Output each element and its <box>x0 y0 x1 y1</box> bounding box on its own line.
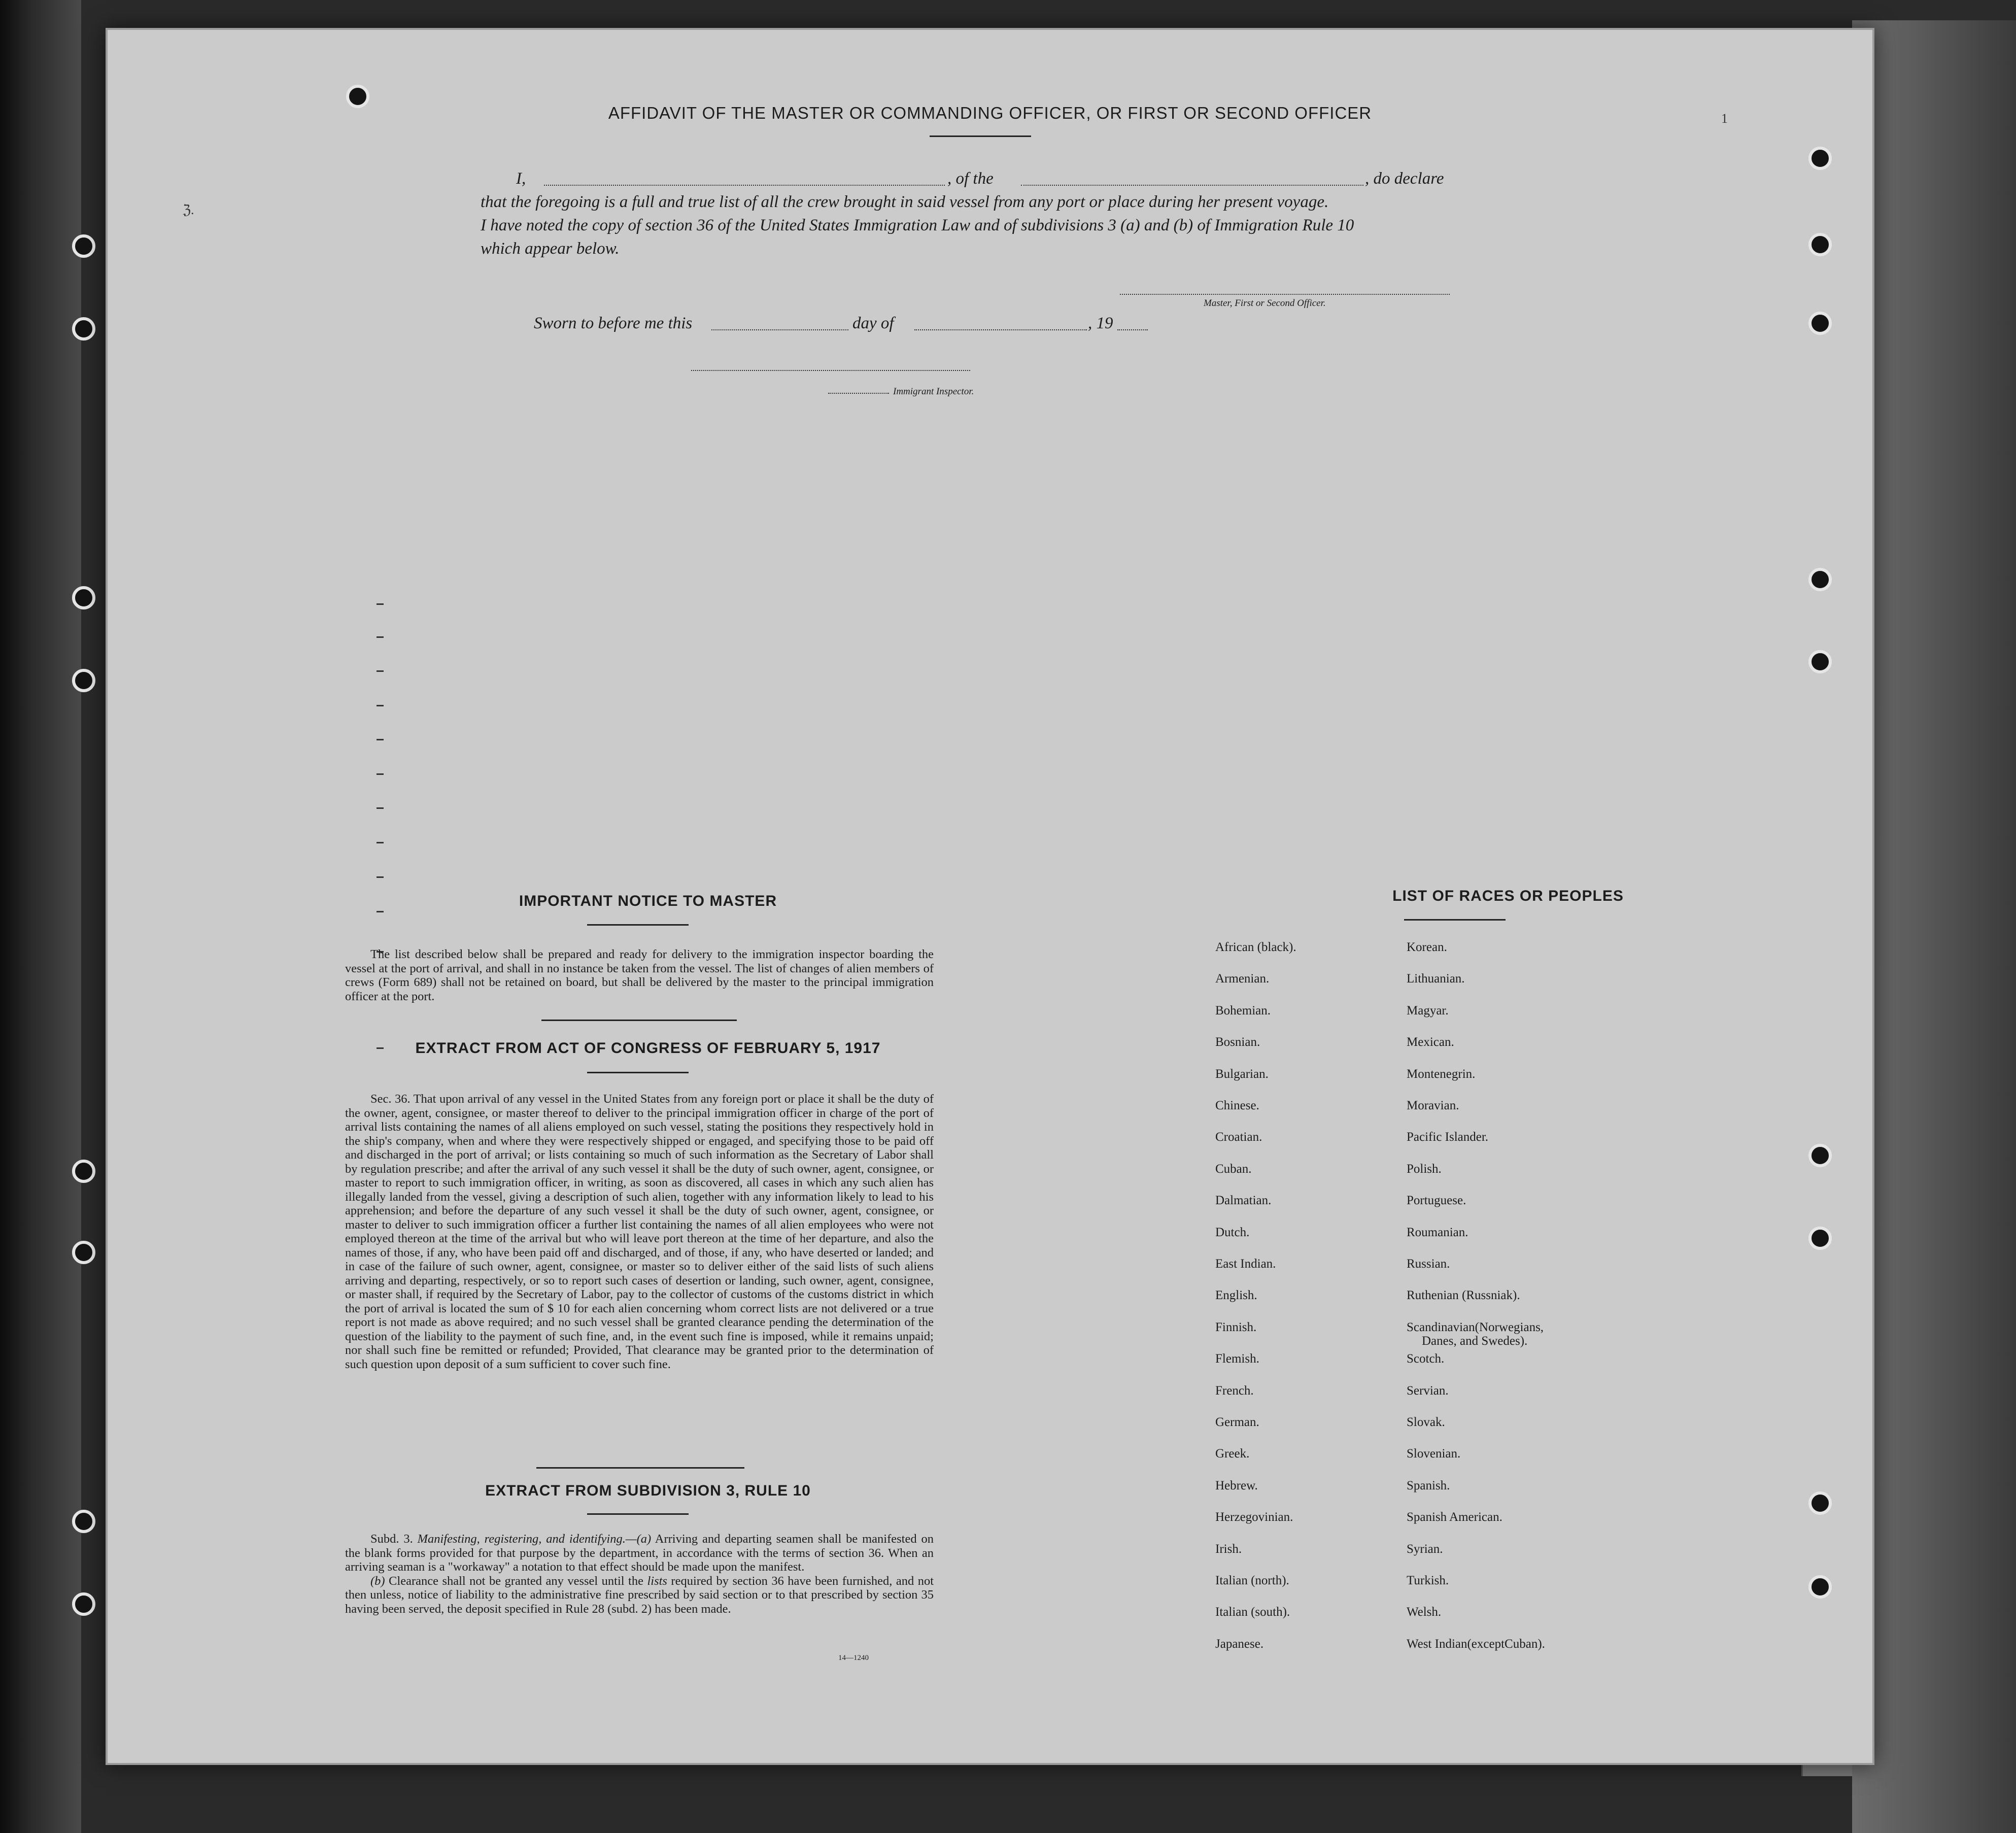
race-item: Danes, and Swedes). <box>1422 1334 1528 1348</box>
margin-tick <box>377 807 384 809</box>
race-item: Bulgarian. <box>1215 1067 1269 1081</box>
binder-hole <box>1808 1575 1832 1599</box>
notice-rule <box>587 924 689 926</box>
form-number: 14—1240 <box>838 1654 869 1662</box>
race-item: Japanese. <box>1215 1637 1264 1651</box>
subdivision-a-marker: (a) <box>636 1532 652 1546</box>
day-blank[interactable] <box>711 329 848 330</box>
name-blank[interactable] <box>544 185 945 186</box>
affidavit-do-declare-label: , do declare <box>1365 169 1444 188</box>
inspector-signature-blank-short <box>828 393 889 394</box>
binder-hole <box>1808 1144 1832 1167</box>
margin-tick <box>377 705 384 706</box>
race-item: Dutch. <box>1215 1225 1250 1239</box>
race-item: Russian. <box>1407 1257 1450 1271</box>
signature-caption: Master, First or Second Officer. <box>1204 298 1326 309</box>
binder-hole <box>72 586 95 609</box>
margin-tick <box>377 739 384 740</box>
subdivision-title: Manifesting, registering, and identifying. <box>417 1532 626 1546</box>
subdivision-b-body-end: required by section 36 have been furnished, and not then unless, notice of liability to the administrative fine prescribed by said section or to that prescribed by section 35 having been served, the deposit specified in Rule 28 (subd. 2) has been made. <box>345 1574 934 1616</box>
race-item: Roumanian. <box>1407 1225 1468 1239</box>
race-item: Slovenian. <box>1407 1447 1461 1461</box>
race-item: Mexican. <box>1407 1035 1454 1049</box>
page-number-mark: 1 <box>1721 111 1728 126</box>
day-of-label: day of <box>852 314 894 332</box>
margin-tick <box>377 876 384 878</box>
binder-hole <box>1808 147 1832 170</box>
race-item: Bosnian. <box>1215 1035 1260 1049</box>
binder-hole <box>72 669 95 692</box>
binder-hole <box>72 1241 95 1264</box>
race-item: Chinese. <box>1215 1099 1259 1112</box>
notice-end-rule <box>541 1020 737 1021</box>
title-rule <box>930 135 1031 137</box>
rule-title: EXTRACT FROM SUBDIVISION 3, RULE 10 <box>485 1482 811 1499</box>
year-blank[interactable] <box>1117 329 1148 330</box>
rule-title-rule <box>587 1513 689 1515</box>
signature-blank[interactable] <box>1120 294 1450 295</box>
race-item: Finnish. <box>1215 1320 1257 1334</box>
act-title: EXTRACT FROM ACT OF CONGRESS OF FEBRUARY 5, 1917 <box>415 1040 881 1057</box>
margin-tick <box>377 773 384 775</box>
race-item: French. <box>1215 1383 1254 1398</box>
race-item: Syrian. <box>1407 1542 1443 1556</box>
race-item: African (black). <box>1215 940 1296 954</box>
races-title: LIST OF RACES OR PEOPLES <box>1392 888 1624 904</box>
subdivision-b-lists: lists <box>647 1574 667 1588</box>
race-item: Cuban. <box>1215 1162 1252 1176</box>
race-item: Portuguese. <box>1407 1194 1466 1208</box>
sworn-label: Sworn to before me this <box>534 314 693 332</box>
race-item: Scandinavian(Norwegians, <box>1407 1320 1544 1334</box>
race-item: Turkish. <box>1407 1574 1449 1587</box>
race-item: German. <box>1215 1415 1259 1429</box>
margin-tick <box>377 670 384 672</box>
margin-mark: ℨ. <box>183 202 194 217</box>
year-label: , 19 <box>1088 314 1113 332</box>
subdivision-prefix: Subd. 3. <box>370 1532 413 1546</box>
act-rule <box>587 1072 689 1073</box>
race-item: Armenian. <box>1215 972 1270 986</box>
inspector-signature-blank[interactable] <box>691 370 970 371</box>
race-item: Hebrew. <box>1215 1478 1258 1492</box>
race-item: Italian (north). <box>1215 1574 1289 1587</box>
margin-tick <box>377 911 384 912</box>
subdivision-b-marker: (b) <box>370 1574 385 1588</box>
binder-hole <box>72 1592 95 1616</box>
race-item: East Indian. <box>1215 1257 1276 1271</box>
binder-hole <box>72 1510 95 1533</box>
race-item: Pacific Islander. <box>1407 1130 1489 1144</box>
races-rule <box>1404 919 1506 921</box>
race-item: Dalmatian. <box>1215 1194 1272 1208</box>
subdivision-a-paragraph: Subd. 3. Manifesting, registering, and identifying.—(a) Arriving and departing seamen shall be manifested on the blank forms provided for that purpose by the department, in accordance with the terms of section 36. When an arriving seaman is a "workaway" a notation to that effect should be made upon the manifest. <box>345 1532 934 1574</box>
race-item: Polish. <box>1407 1162 1442 1176</box>
race-item: Ruthenian (Russniak). <box>1407 1288 1520 1303</box>
binder-hole <box>1808 1227 1832 1250</box>
act-end-rule <box>536 1467 744 1469</box>
vessel-blank[interactable] <box>1021 185 1363 186</box>
affidavit-line-2: that the foregoing is a full and true list of all the crew brought in said vessel from any port or place during her present voyage. <box>481 193 1329 211</box>
race-item: Scotch. <box>1407 1352 1445 1366</box>
affidavit-title: AFFIDAVIT OF THE MASTER OR COMMANDING OFFICER, OR FIRST OR SECOND OFFICER <box>608 104 1372 122</box>
rule-body <box>345 1532 934 1616</box>
binder-hole <box>1808 233 1832 256</box>
race-item: West Indian(exceptCuban). <box>1407 1637 1545 1651</box>
race-item: Magyar. <box>1407 1003 1449 1017</box>
race-item: Bohemian. <box>1215 1003 1271 1017</box>
inspector-caption: Immigrant Inspector. <box>893 386 974 397</box>
subdivision-b-body-start: Clearance shall not be granted any vessel until the <box>389 1574 643 1588</box>
binder-hole <box>72 317 95 341</box>
binder-hole <box>72 1160 95 1183</box>
notice-body: The list described below shall be prepared and ready for delivery to the immigration inspector boarding the vessel at the port of arrival, and shall in no instance be taken from the vessel. The list of changes of alien members of crews (Form 689) shall not be retained on board, but shall be delivered by the master to the principal immigration officer at the port. <box>345 947 934 1003</box>
scan-border-right <box>1852 20 2016 1833</box>
margin-tick <box>377 603 384 605</box>
binder-hole <box>1808 312 1832 335</box>
race-item: Slovak. <box>1407 1415 1445 1429</box>
manifest-page <box>106 28 1874 1765</box>
race-item: Spanish. <box>1407 1478 1450 1492</box>
race-item: Greek. <box>1215 1447 1250 1461</box>
race-item: Montenegrin. <box>1407 1067 1476 1081</box>
race-item: English. <box>1215 1288 1257 1303</box>
race-item: Herzegovinian. <box>1215 1510 1293 1524</box>
binder-hole <box>1808 1491 1832 1515</box>
margin-tick <box>377 842 384 843</box>
subdivision-b-paragraph <box>345 1574 934 1616</box>
affidavit-of-the-label: , of the <box>947 169 994 188</box>
affidavit-line-3: I have noted the copy of section 36 of the United States Immigration Law and of subdivisions 3 (a) and (b) of Immigration Rule 10 <box>481 216 1354 234</box>
binder-hole <box>72 234 95 258</box>
month-blank[interactable] <box>914 329 1087 330</box>
race-item: Irish. <box>1215 1542 1242 1556</box>
notice-title: IMPORTANT NOTICE TO MASTER <box>519 893 777 909</box>
scan-border-left <box>0 0 81 1833</box>
subdivision-a-body: Arriving and departing seamen shall be manifested on the blank forms provided for that purpose by the department, in accordance with the terms of section 36. When an arriving seaman is a "workaway" a notation to that effect should be made upon the manifest. <box>345 1532 934 1574</box>
affidavit-i-label: I, <box>516 169 526 188</box>
affidavit-line-4: which appear below. <box>481 240 620 258</box>
race-item: Croatian. <box>1215 1130 1262 1144</box>
margin-tick <box>377 636 384 638</box>
race-item: Servian. <box>1407 1383 1449 1398</box>
binder-hole <box>1808 568 1832 591</box>
race-item: Flemish. <box>1215 1352 1259 1366</box>
race-item: Lithuanian. <box>1407 972 1465 986</box>
race-item: Italian (south). <box>1215 1605 1290 1619</box>
race-item: Welsh. <box>1407 1605 1442 1619</box>
binder-hole <box>1808 650 1832 673</box>
race-item: Moravian. <box>1407 1099 1459 1112</box>
act-body: Sec. 36. That upon arrival of any vessel in the United States from any foreign port or place it shall be the duty of the owner, agent, consignee, or master thereof to deliver to the principal immigration officer in charge of the port of arrival lists containing the names of all aliens employed on such vessel, stating the positions they respectively hold in the ship's company, when and where they were respectively shipped or engaged, and specifying those to be paid off and discharged in the port of arrival; or lists containing so much of such information as the Secretary of Labor shall by regulation prescribe; and after the arrival of any such vessel it shall be the duty of such owner, agent, consignee, or master to report to such immigration officer, in writing, as soon as discovered, all cases in which any such alien has illegally landed from the vessel, giving a description of such alien, together with any information likely to lead to his apprehension; and before the departure of any such vessel it shall be the duty of such owner, agent, consignee, or master to deliver to such immigration officer a further list containing the names of all alien employees who were not employed thereon at the time of the arrival but who will leave port thereon at the time of her departure, and also the names of those, if any, who have been paid off and discharged, and of those, if any, who have deserted or landed; and in case of the failure of such owner, agent, consignee, or master so to deliver either of the said lists of such aliens arriving and departing, respectively, or so to report such cases of desertion or landing, such owner, agent, consignee, or master shall, if required by the Secretary of Labor, pay to the collector of customs of the customs district in which the port of arrival is located the sum of $ 10 for each alien concerning whom correct lists are not delivered or a true report is not made as above required; and no such vessel shall be granted clearance pending the determination of the question of the liability to the payment of such fine, and, in the event such fine is imposed, while it remains unpaid; nor shall such fine be remitted or refunded; Provided, That clearance may be granted prior to the determination of such question upon deposit of a sum sufficient to cover such fine. <box>345 1092 934 1371</box>
race-item: Korean. <box>1407 940 1447 954</box>
race-item: Spanish American. <box>1407 1510 1502 1524</box>
